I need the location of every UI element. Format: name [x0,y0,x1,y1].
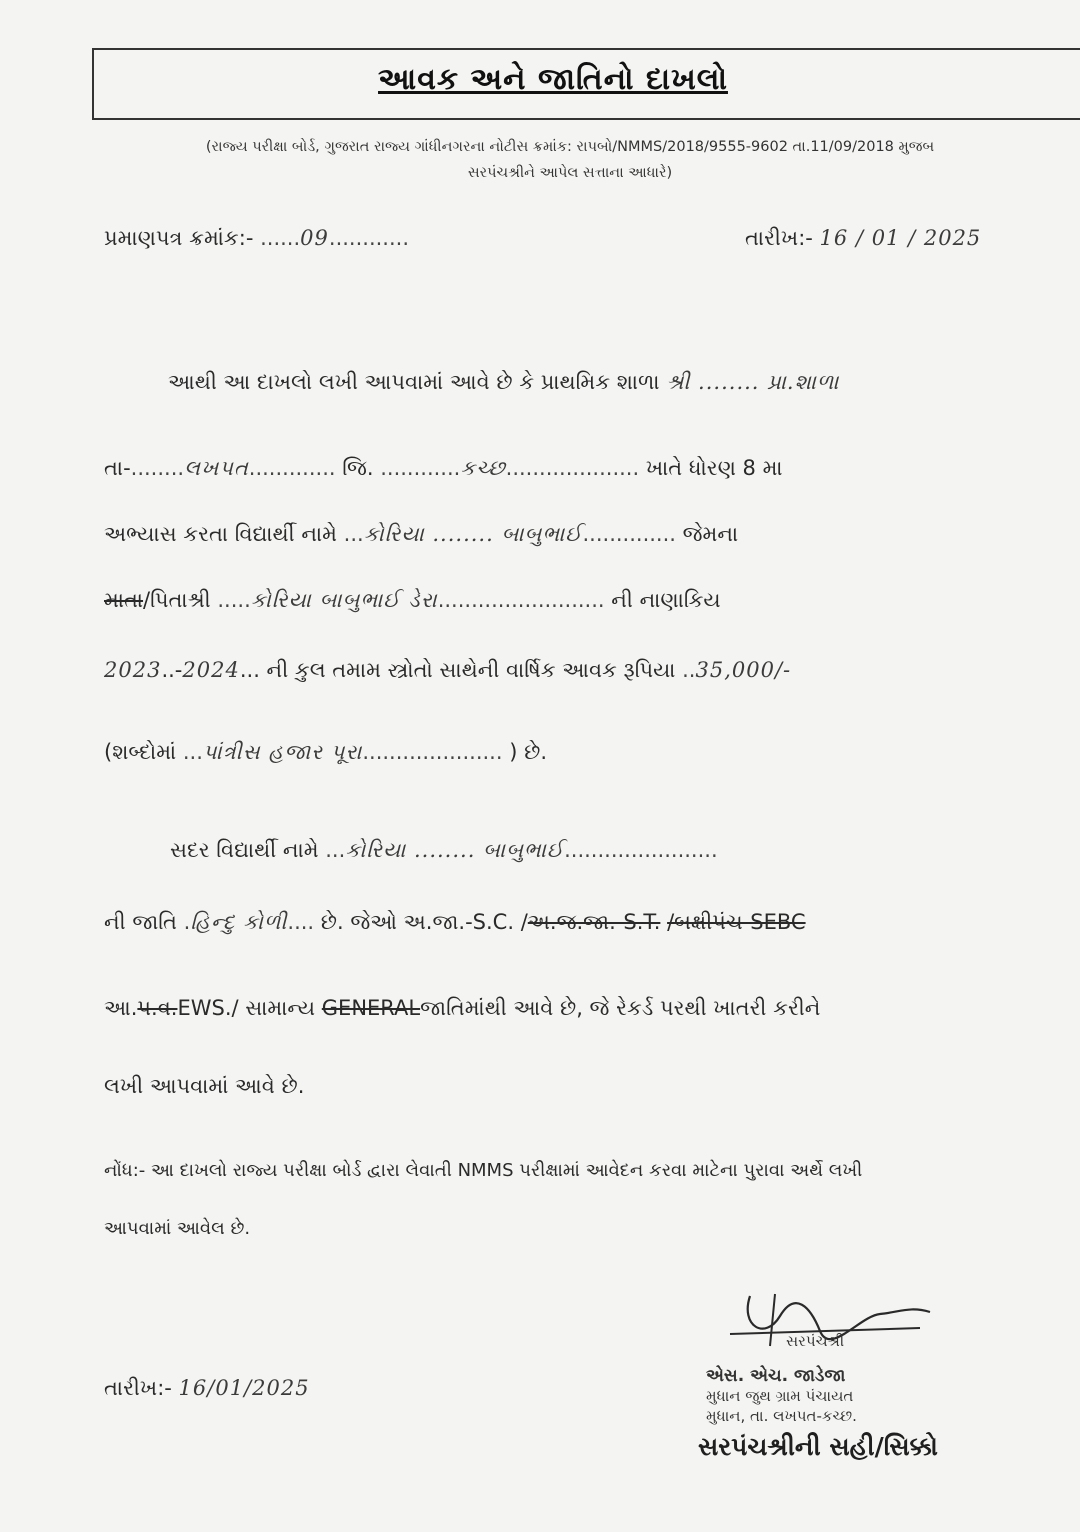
sign-caption: સરપંચશ્રીની સહી/સિક્કો [698,1432,938,1461]
cert-date-row [745,226,981,251]
sign-role: સરપંચશ્રી [786,1332,845,1350]
caste-mid: છે. જેઓ અ.જા.-S.C. / [320,910,528,934]
footer-date-row [104,1376,310,1401]
year-from: 2023 [104,658,162,682]
taluka-label: તા- [104,456,131,480]
general-rest: જાતિમાંથી આવે છે, જે રેકર્ડ પરથી ખાતરી કરીને [420,996,821,1020]
para1-line1 [168,370,839,395]
ews-struck: પ.વ. [137,996,178,1020]
reference-line-2: સરપંચશ્રીને આપેલ સત્તાના આધારે) [467,165,673,181]
parent-suffix: જેમના [682,522,739,546]
st-struck: અ.જ.જા.-S.T. [527,910,661,934]
sign-line2: મુધાન જુથ ગ્રામ પંચાયત [706,1387,854,1405]
cert-number-value: 09 [300,226,329,250]
para2-name: કોરિયા ........ બાબુભાઈ [345,838,565,862]
para2-prefix: સદર વિદ્યાર્થી નામે [170,838,319,862]
caste-value: હિન્દુ કોળી [190,910,288,934]
para2-line1: સદર વિદ્યાર્થી નામે ...કોરિયા ........ બાબુભાઈ....................... [170,838,718,862]
district-value: કચ્છ [460,456,506,480]
words-suffix: ) છે. [509,740,547,764]
sebc-struck: /બક્ષીપંચ-SEBC [667,910,806,934]
reference-line-1: (રાજ્ય પરીક્ષા બોર્ડ, ગુજરાત રાજ્ય ગાંધીનગરના નોટીસ ક્રમાંક: રાપબો/NMMS/2018/9555-9602 તા.11/09/2018 મુજબ [205,139,935,155]
cert-date-label: તારીખ:- [745,226,813,250]
para1-prefix: આથી આ દાખલો લખી આપવામાં આવે છે કે પ્રાથમિક શાળા [168,370,660,394]
income-value: 35,000/- [695,658,792,682]
footer-date-label: તારીખ:- [104,1376,172,1400]
para1-line5: 2023..-2024... ની કુલ તમામ સ્ત્રોતો સાથેની વાર્ષિક આવક રૂપિયા ..35,000/- [104,658,792,682]
cert-date-value: 16 / 01 / 2025 [819,226,982,250]
parent-label-struck: માતા [104,588,144,612]
sign-name: એસ. એચ. જાડેજા [706,1366,846,1386]
sign-details [706,1366,857,1426]
student-label: અભ્યાસ કરતા વિદ્યાર્થી નામે [104,522,337,546]
document-title: આવક અને જાતિનો દાખલો [378,62,728,97]
closing-line: લખી આપવામાં આવે છે. [104,1074,305,1098]
year-to: 2024 [182,658,240,682]
words-label: (શબ્દોમાં [104,740,177,764]
words-value: પાંત્રીસ હજાર પૂરા [202,740,363,764]
cert-number-label: પ્રમાણપત્ર ક્રમાંક:- [104,226,254,250]
ews-rest: EWS./ સામાન્ય [177,996,316,1020]
para2-line2: ની જાતિ .હિન્દુ કોળી.... છે. જેઓ અ.જા.-S.C. /અ.જ.જા.-S.T. /બક્ષીપંચ-SEBC [104,910,806,934]
parent-name: કોરિયા બાબુભાઈ ડેરા [250,588,438,612]
note-line-1: નોંધ:- આ દાખલો રાજ્ય પરીક્ષા બોર્ડ દ્વારા લેવાતી NMMS પરીક્ષામાં આવેદન કરવા માટેના પુરાવા અર્થે લખી [104,1160,863,1181]
annual-label: ની નાણાકિય [611,588,721,612]
para1-line4: માતા/પિતાશ્રી .....કોરિયા બાબુભાઈ ડેરા......................... ની નાણાકિય [104,588,721,612]
ews-prefix: આ. [104,996,138,1020]
parent-label: /પિતાશ્રી [143,588,211,612]
title-box [92,48,1080,120]
para1-line3: અભ્યાસ કરતા વિદ્યાર્થી નામે ...કોરિયા ........ બાબુભાઈ.............. જેમના [104,522,739,546]
sign-line3: મુધાન, તા. લખપત-કચ્છ. [706,1407,857,1425]
general-struck: GENERAL [321,996,421,1020]
district-label: જિ. [342,456,374,480]
std-text: ખાતે ધોરણ 8 મા [645,456,783,480]
para1-line2: તા-........લખપત............. જિ. ............કચ્છ.................... ખાતે ધોરણ 8 મા [104,456,783,480]
note-line-2: આપવામાં આવેલ છે. [104,1218,251,1239]
caste-label: ની જાતિ [104,910,177,934]
para2-line3 [104,996,820,1021]
cert-number-row: પ્રમાણપત્ર ક્રમાંક:- ......09............ [104,226,410,250]
para1-line6: (શબ્દોમાં ...પાંત્રીસ હજાર પૂરા..................... ) છે. [104,740,547,764]
student-name: કોરિયા ........ બાબુભાઈ [363,522,583,546]
footer-date-value: 16/01/2025 [178,1376,310,1400]
taluka-value: લખપત [184,456,249,480]
school-name: શ્રી ........ પ્રા.શાળા [666,370,840,394]
income-text: ની કુલ તમામ સ્ત્રોતો સાથેની વાર્ષિક આવક રૂપિયા [266,658,676,682]
signature-stamp [690,1280,1070,1510]
